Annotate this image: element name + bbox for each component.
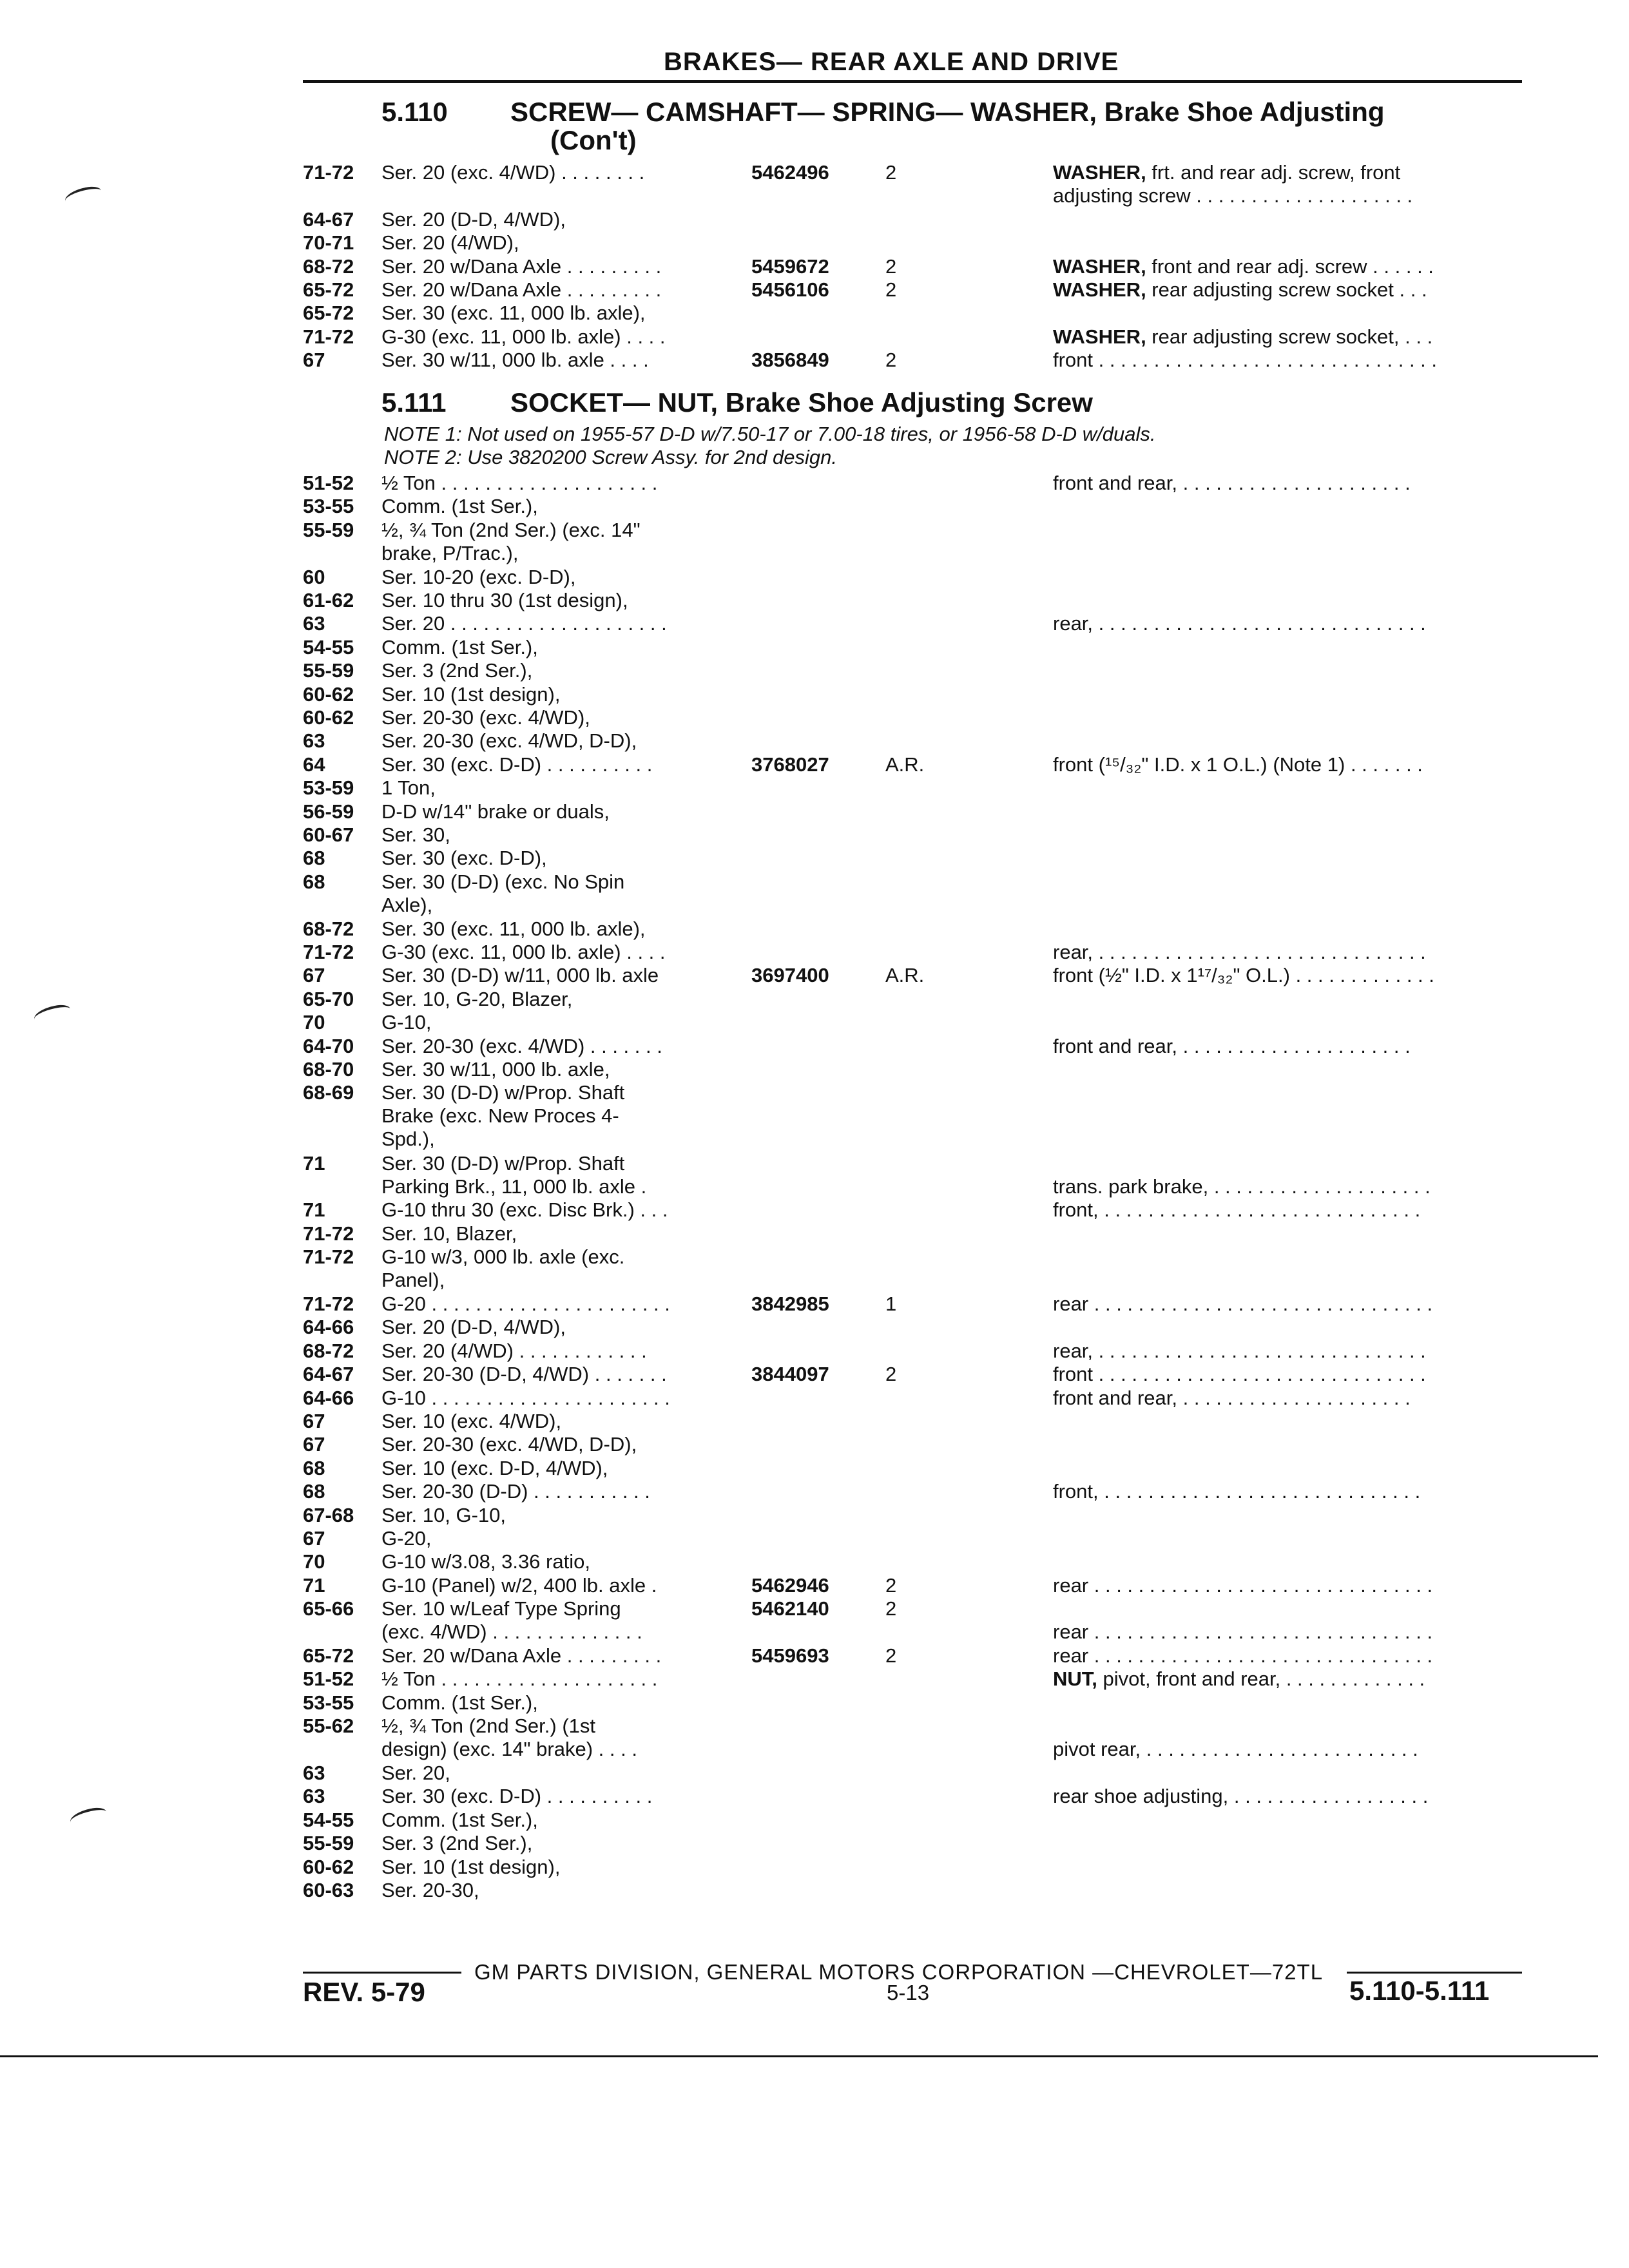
description-cell (1053, 1667, 1521, 1691)
section-reference: 5.110-5.111 (1349, 1975, 1490, 2006)
application-cell: Ser. 20-30 (exc. 4/WD) . . . . . . . (381, 1034, 662, 1057)
description-text: front, . . . . . . . . . . . . . . . . . . . . . . . . . . . . . (1053, 1198, 1421, 1222)
year-cell: 64-70 (303, 1034, 354, 1057)
year-cell: 70-71 (303, 231, 354, 255)
description-text: front . . . . . . . . . . . . . . . . . . . . . . . . . . . . . . . (1053, 349, 1438, 372)
application-cell: Ser. 10 (exc. D-D, 4/WD), (381, 1456, 608, 1479)
year-cell: 63 (303, 1785, 325, 1808)
year-cell: 63 (303, 1762, 325, 1784)
year-cell: 60-62 (303, 682, 354, 706)
year-cell: 68 (303, 847, 325, 870)
application-cell: Ser. 3 (2nd Ser.), (381, 1832, 533, 1855)
year-cell: 54-55 (303, 635, 354, 658)
description-cell (1053, 1644, 1521, 1667)
application-cell: Ser. 20 w/Dana Axle . . . . . . . . . (381, 1644, 662, 1667)
description-text: front, . . . . . . . . . . . . . . . . . . . . . . . . . . . . . (1053, 1480, 1421, 1503)
description-text: rear adjusting screw socket . . . (1146, 278, 1427, 301)
year-cell: 68-72 (303, 917, 354, 940)
description-cell (1053, 964, 1521, 987)
description-text: rear . . . . . . . . . . . . . . . . . . . . . . . . . . . . . . . (1053, 1573, 1433, 1597)
application-cell: Ser. 30 w/11, 000 lb. axle, (381, 1058, 610, 1081)
application-cell: G-20, (381, 1527, 432, 1550)
footer-rule-left (303, 1972, 461, 1974)
description-text: front (½" I.D. x 1¹⁷/₃₂" O.L.) . . . . . . . . . . . . . (1053, 964, 1434, 987)
application-cell: Ser. 20 (4/WD), (381, 231, 519, 255)
year-cell: 60-63 (303, 1879, 354, 1901)
section-title: SCREW— CAMSHAFT— SPRING— WASHER, Brake Shoe Adjusting (510, 97, 1385, 127)
application-cell: D-D w/14" brake or duals, (381, 800, 610, 823)
year-cell: 60 (303, 565, 325, 588)
year-cell: 71-72 (303, 941, 354, 963)
description-cell (1053, 1035, 1521, 1058)
application-cell: Ser. 10, G-10, (381, 1503, 506, 1526)
description-keyword: WASHER, (1053, 325, 1146, 348)
application-cell: Ser. 30 (exc. D-D), (381, 847, 547, 870)
application-cell: 1 Ton, (381, 776, 436, 800)
description-cell (1053, 1340, 1521, 1363)
application-cell: Ser. 10 (1st design), (381, 682, 561, 706)
description-text: trans. park brake, . . . . . . . . . . . . . . . . . . . . (1053, 1175, 1431, 1198)
application-cell: ½, ¾ Ton (2nd Ser.) (1st design) (exc. 14" brake) . . . . (381, 1715, 637, 1761)
description-text: rear shoe adjusting, . . . . . . . . . . . . . . . . . . (1053, 1785, 1429, 1808)
year-cell: 70 (303, 1550, 325, 1573)
year-cell: 55-59 (303, 1832, 354, 1855)
description-cell (1053, 349, 1521, 372)
part-number-cell: 5462946 (751, 1573, 829, 1597)
section-notes (384, 423, 1156, 469)
description-text: rear . . . . . . . . . . . . . . . . . . . . . . . . . . . . . . . (1053, 1293, 1433, 1315)
year-cell: 60-62 (303, 1855, 354, 1878)
year-cell: 68 (303, 870, 325, 893)
year-cell: 71-72 (303, 1222, 354, 1245)
application-cell: Ser. 30 (exc. D-D) . . . . . . . . . . (381, 753, 653, 776)
section-5-111-heading (381, 389, 1093, 417)
section-5-110-heading (381, 98, 1385, 155)
note-2: NOTE 2: Use 3820200 Screw Assy. for 2nd design. (384, 446, 838, 468)
quantity-cell: 2 (885, 1597, 897, 1620)
page-bottom-rule (0, 2055, 1598, 2057)
description-cell (1053, 1597, 1521, 1644)
description-text: rear, . . . . . . . . . . . . . . . . . . . . . . . . . . . . . . (1053, 612, 1426, 635)
application-cell: Ser. 10-20 (exc. D-D), (381, 565, 576, 588)
year-cell: 67 (303, 1527, 325, 1550)
year-cell: 64-66 (303, 1386, 354, 1409)
year-cell: 64 (303, 753, 325, 776)
description-cell (1053, 1387, 1521, 1410)
application-cell: Ser. 30 (D-D) w/11, 000 lb. axle (381, 964, 659, 987)
part-number-cell: 3842985 (751, 1293, 829, 1315)
description-text: rear . . . . . . . . . . . . . . . . . . . . . . . . . . . . . . . (1053, 1644, 1433, 1667)
section-number: 5.110 (381, 97, 448, 127)
year-cell: 64-66 (303, 1316, 354, 1339)
section-title: SOCKET— NUT, Brake Shoe Adjusting Screw (510, 387, 1093, 418)
application-cell: Ser. 30 (D-D) (exc. No Spin Axle), (381, 870, 625, 916)
year-cell: 63 (303, 729, 325, 753)
application-cell: G-10 . . . . . . . . . . . . . . . . . . . . . . (381, 1386, 670, 1409)
application-cell: Ser. 20, (381, 1762, 450, 1784)
description-cell (1053, 1363, 1521, 1386)
application-cell: Ser. 20 w/Dana Axle . . . . . . . . . (381, 278, 662, 301)
part-number-cell: 3697400 (751, 964, 829, 987)
application-cell: G-10 w/3.08, 3.36 ratio, (381, 1550, 590, 1573)
quantity-cell: 2 (885, 161, 897, 184)
year-cell: 55-62 (303, 1715, 354, 1738)
punch-hole-mark (32, 1003, 72, 1026)
application-cell: Ser. 20 (D-D, 4/WD), (381, 207, 566, 231)
footer-rule-right (1347, 1972, 1522, 1974)
application-cell: Ser. 20-30 (exc. 4/WD), (381, 706, 590, 729)
year-cell: 65-70 (303, 987, 354, 1010)
year-cell: 53-55 (303, 495, 354, 518)
description-text: rear, . . . . . . . . . . . . . . . . . . . . . . . . . . . . . . (1053, 1339, 1426, 1362)
year-cell: 68-72 (303, 1339, 354, 1362)
year-cell: 71-72 (303, 1245, 354, 1269)
year-cell: 55-59 (303, 518, 354, 541)
year-cell: 68-69 (303, 1081, 354, 1104)
part-number-cell: 5459693 (751, 1644, 829, 1667)
application-cell: Ser. 20-30, (381, 1879, 479, 1901)
part-number-cell: 5462496 (751, 161, 829, 184)
description-keyword: WASHER, (1053, 161, 1146, 184)
application-cell: Comm. (1st Ser.), (381, 1808, 538, 1831)
description-text: front (¹⁵/₃₂" I.D. x 1 O.L.) (Note 1) . . . . . . . (1053, 753, 1423, 776)
year-cell: 65-72 (303, 278, 354, 301)
note-1: NOTE 1: Not used on 1955-57 D-D w/7.50-17 or 7.00-18 tires, or 1956-58 D-D w/duals. (384, 423, 1156, 445)
description-text: front and rear, . . . . . . . . . . . . . . . . . . . . . (1053, 472, 1411, 494)
application-cell: ½ Ton . . . . . . . . . . . . . . . . . . . . (381, 472, 658, 494)
part-number-cell: 3844097 (751, 1363, 829, 1386)
year-cell: 68-70 (303, 1058, 354, 1081)
quantity-cell: A.R. (885, 964, 925, 987)
year-cell: 55-59 (303, 659, 354, 682)
application-cell: G-30 (exc. 11, 000 lb. axle) . . . . (381, 941, 666, 963)
year-cell: 71 (303, 1573, 325, 1597)
description-cell (1053, 278, 1521, 302)
description-text: front and rear, . . . . . . . . . . . . . . . . . . . . . (1053, 1034, 1411, 1057)
year-cell: 64-67 (303, 207, 354, 231)
description-cell (1053, 1785, 1521, 1808)
application-cell: Ser. 20-30 (exc. 4/WD, D-D), (381, 729, 637, 753)
quantity-cell: 2 (885, 1363, 897, 1386)
year-cell: 67 (303, 1410, 325, 1432)
application-cell: Ser. 20 (4/WD) . . . . . . . . . . . . (381, 1339, 647, 1362)
year-cell: 65-72 (303, 1644, 354, 1667)
application-cell: Ser. 10 (1st design), (381, 1855, 561, 1878)
application-cell: Ser. 20-30 (exc. 4/WD, D-D), (381, 1433, 637, 1456)
year-cell: 65-66 (303, 1597, 354, 1620)
application-cell: Ser. 20 . . . . . . . . . . . . . . . . . . . . (381, 612, 667, 635)
description-text: rear . . . . . . . . . . . . . . . . . . . . . . . . . . . . . . . (1053, 1620, 1433, 1644)
section-subtitle: (Con't) (550, 125, 637, 155)
description-cell (1053, 161, 1521, 207)
year-cell: 60-62 (303, 706, 354, 729)
year-cell: 65-72 (303, 302, 354, 325)
application-cell: G-10, (381, 1011, 432, 1034)
application-cell: G-10 thru 30 (exc. Disc Brk.) . . . (381, 1198, 668, 1222)
description-text: front and rear, . . . . . . . . . . . . . . . . . . . . . (1053, 1386, 1411, 1409)
description-keyword: WASHER, (1053, 255, 1146, 278)
year-cell: 56-59 (303, 800, 354, 823)
year-cell: 67-68 (303, 1503, 354, 1526)
application-cell: ½, ¾ Ton (2nd Ser.) (exc. 14" brake, P/Trac.), (381, 518, 641, 564)
description-text: front . . . . . . . . . . . . . . . . . . . . . . . . . . . . . . (1053, 1363, 1426, 1386)
description-cell (1053, 753, 1521, 776)
punch-hole-mark (63, 184, 103, 207)
application-cell: G-10 w/3, 000 lb. axle (exc. Panel), (381, 1245, 625, 1292)
description-cell (1053, 1480, 1521, 1503)
description-cell (1053, 1293, 1521, 1316)
description-keyword: WASHER, (1053, 278, 1146, 301)
part-number-cell: 3768027 (751, 753, 829, 776)
description-cell (1053, 325, 1521, 349)
year-cell: 68 (303, 1456, 325, 1479)
year-cell: 71 (303, 1198, 325, 1222)
application-cell: Ser. 3 (2nd Ser.), (381, 659, 533, 682)
year-cell: 67 (303, 1433, 325, 1456)
year-cell: 63 (303, 612, 325, 635)
year-cell: 70 (303, 1011, 325, 1034)
description-cell (1053, 612, 1521, 635)
application-cell: Ser. 30, (381, 823, 450, 846)
footer-publisher-line: GM PARTS DIVISION, GENERAL MOTORS CORPORATION —CHEVROLET—72TL (474, 1960, 1324, 1984)
year-cell: 51-52 (303, 472, 354, 494)
description-text: frt. and rear adj. screw, front adjusting screw . . . . . . . . . . . . . . . . . . . . (1053, 161, 1413, 207)
description-cell (1053, 1715, 1521, 1761)
part-number-cell: 5459672 (751, 255, 829, 278)
application-cell: Ser. 30 (D-D) w/Prop. Shaft Parking Brk., 11, 000 lb. axle . (381, 1151, 647, 1198)
description-text: rear adjusting screw socket, . . . (1146, 325, 1433, 348)
year-cell: 53-59 (303, 776, 354, 800)
description-cell (1053, 1152, 1521, 1198)
year-cell: 67 (303, 964, 325, 987)
application-cell: Comm. (1st Ser.), (381, 635, 538, 658)
application-cell: Ser. 30 (exc. 11, 000 lb. axle), (381, 302, 646, 325)
application-cell: Ser. 10 thru 30 (1st design), (381, 589, 628, 611)
application-cell: Ser. 10 (exc. 4/WD), (381, 1410, 562, 1432)
header-rule (303, 80, 1522, 83)
punch-hole-mark (68, 1805, 108, 1829)
application-cell: Ser. 10 w/Leaf Type Spring (exc. 4/WD) . . . . . . . . . . . . . . (381, 1597, 642, 1644)
year-cell: 64-67 (303, 1363, 354, 1386)
application-cell: Ser. 20 w/Dana Axle . . . . . . . . . (381, 255, 662, 278)
description-cell (1053, 255, 1521, 278)
year-cell: 60-67 (303, 823, 354, 846)
year-cell: 61-62 (303, 589, 354, 611)
application-cell: Ser. 10, G-20, Blazer, (381, 987, 573, 1010)
quantity-cell: 2 (885, 1573, 897, 1597)
description-keyword: NUT, (1053, 1667, 1097, 1691)
quantity-cell: 2 (885, 349, 897, 372)
application-cell: Ser. 20 (D-D, 4/WD), (381, 1316, 566, 1339)
description-cell (1053, 1574, 1521, 1597)
application-cell: G-20 . . . . . . . . . . . . . . . . . . . . . . (381, 1293, 670, 1315)
year-cell: 67 (303, 349, 325, 372)
application-cell: G-10 (Panel) w/2, 400 lb. axle . (381, 1573, 657, 1597)
year-cell: 51-52 (303, 1667, 354, 1691)
part-number-cell: 3856849 (751, 349, 829, 372)
quantity-cell: A.R. (885, 753, 925, 776)
description-text: pivot, front and rear, . . . . . . . . . . . . . (1097, 1667, 1425, 1691)
quantity-cell: 2 (885, 255, 897, 278)
application-cell: Ser. 20 (exc. 4/WD) . . . . . . . . (381, 161, 645, 184)
year-cell: 71-72 (303, 325, 354, 348)
quantity-cell: 1 (885, 1293, 897, 1315)
application-cell: Ser. 20-30 (D-D, 4/WD) . . . . . . . (381, 1363, 667, 1386)
page-number: 5-13 (887, 1981, 930, 2004)
section-number: 5.111 (381, 387, 447, 418)
year-cell: 54-55 (303, 1808, 354, 1831)
year-cell: 68-72 (303, 255, 354, 278)
application-cell: G-30 (exc. 11, 000 lb. axle) . . . . (381, 325, 666, 348)
year-cell: 71-72 (303, 161, 354, 184)
application-cell: ½ Ton . . . . . . . . . . . . . . . . . . . . (381, 1667, 658, 1691)
description-cell (1053, 472, 1521, 495)
year-cell: 71-72 (303, 1293, 354, 1315)
description-cell (1053, 941, 1521, 964)
quantity-cell: 2 (885, 278, 897, 301)
description-text: pivot rear, . . . . . . . . . . . . . . . . . . . . . . . . . (1053, 1738, 1418, 1761)
application-cell: Comm. (1st Ser.), (381, 495, 538, 518)
part-number-cell: 5462140 (751, 1597, 829, 1620)
year-cell: 53-55 (303, 1691, 354, 1714)
year-cell: 68 (303, 1480, 325, 1503)
application-cell: Ser. 30 (D-D) w/Prop. Shaft Brake (exc. New Proces 4- Spd.), (381, 1081, 625, 1151)
page-header-title: BRAKES— REAR AXLE AND DRIVE (664, 48, 1119, 76)
application-cell: Ser. 30 (exc. 11, 000 lb. axle), (381, 917, 646, 940)
application-cell: Ser. 20-30 (D-D) . . . . . . . . . . . (381, 1480, 650, 1503)
application-cell: Comm. (1st Ser.), (381, 1691, 538, 1714)
description-text: rear, . . . . . . . . . . . . . . . . . . . . . . . . . . . . . . (1053, 941, 1426, 963)
quantity-cell: 2 (885, 1644, 897, 1667)
application-cell: Ser. 30 w/11, 000 lb. axle . . . . (381, 349, 649, 372)
revision-label: REV. 5-79 (303, 1977, 425, 2007)
description-cell (1053, 1198, 1521, 1222)
application-cell: Ser. 10, Blazer, (381, 1222, 517, 1245)
description-text: front and rear adj. screw . . . . . . (1146, 255, 1434, 278)
application-cell: Ser. 30 (exc. D-D) . . . . . . . . . . (381, 1785, 653, 1808)
part-number-cell: 5456106 (751, 278, 829, 301)
year-cell: 71 (303, 1151, 325, 1175)
